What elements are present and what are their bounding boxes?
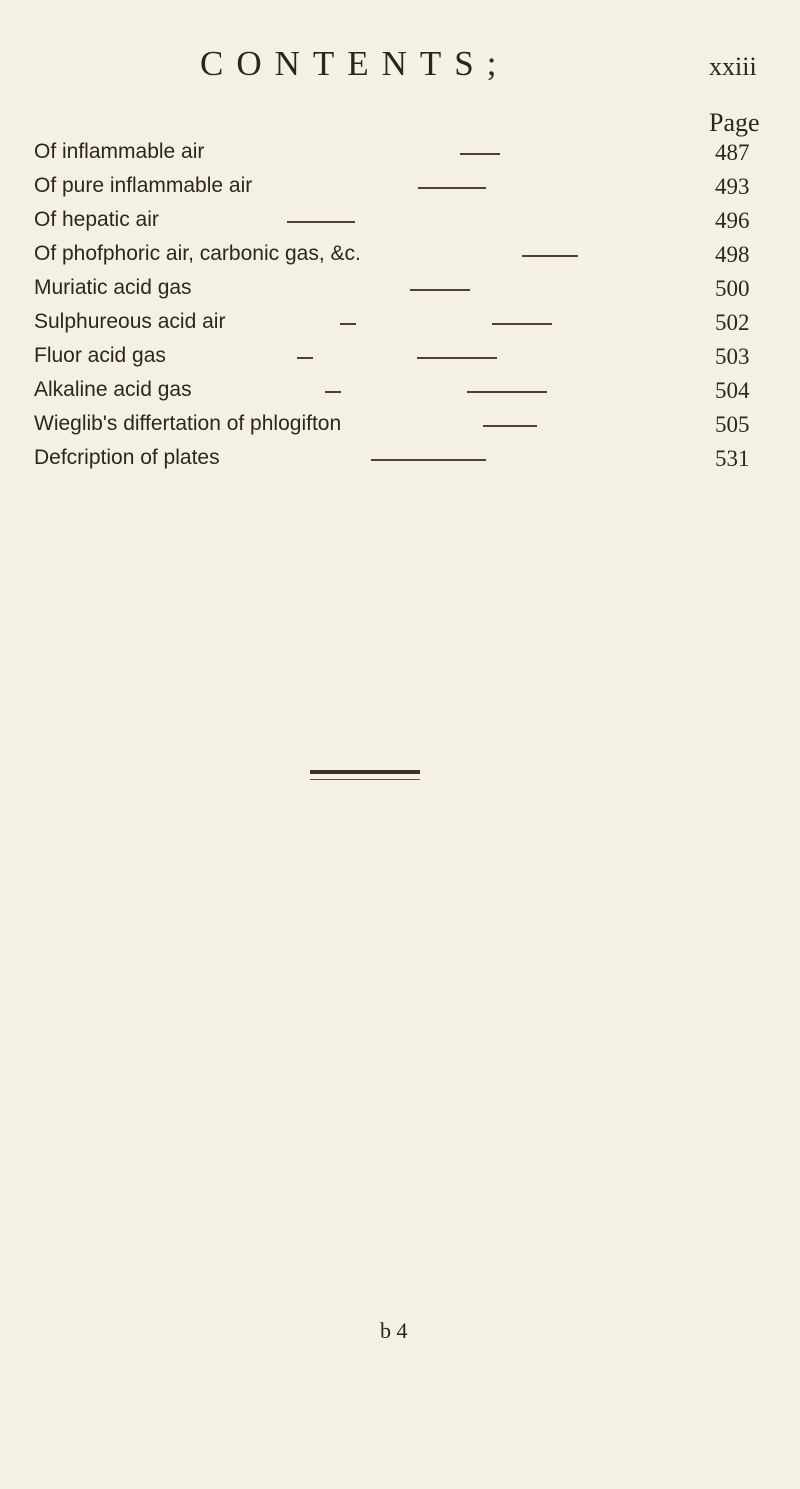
entry-page: 504 [715,378,750,403]
section-divider-thick [310,770,420,774]
contents-entry [0,174,800,210]
printer-signature-mark: b 4 [380,1318,408,1343]
page-header-number: xxiii [709,52,757,81]
leader-dash [522,255,578,257]
page-column-label: Page [709,108,760,137]
entry-page: 493 [715,174,750,199]
leader-dash [287,221,355,223]
entry-page: 502 [715,310,750,335]
page-header-title: CONTENTS; [200,44,510,83]
entry-page: 505 [715,412,750,437]
contents-entry [0,446,800,482]
entry-title: Of hepatic air [34,208,159,231]
leader-dash [410,289,470,291]
leader-dash [297,357,313,359]
entry-title: Fluor acid gas [34,344,166,367]
entry-page: 531 [715,446,750,471]
leader-dash [467,391,547,393]
contents-entry [0,344,800,380]
leader-dash [460,153,500,155]
contents-entry [0,310,800,346]
leader-dash [418,187,486,189]
contents-entry [0,378,800,414]
entry-title: Muriatic acid gas [34,276,192,299]
entry-title: Of pure inflammable air [34,174,253,197]
entry-title: Wieglib's differtation of phlogifton [34,412,342,435]
contents-entry [0,140,800,176]
entry-page: 487 [715,140,750,165]
entry-title: Sulphureous acid air [34,310,226,333]
leader-dash [325,391,341,393]
leader-dash [417,357,497,359]
entry-page: 503 [715,344,750,369]
entry-title: Of inflammable air [34,140,205,163]
contents-entry [0,242,800,278]
entry-title: Defcription of plates [34,446,220,469]
contents-entry [0,208,800,244]
leader-dash [483,425,537,427]
contents-entry [0,276,800,312]
entry-page: 498 [715,242,750,267]
entry-page: 496 [715,208,750,233]
contents-entry [0,412,800,448]
leader-dash [371,459,486,461]
leader-dash [340,323,356,325]
entry-title: Alkaline acid gas [34,378,192,401]
leader-dash [492,323,552,325]
section-divider-thin [310,779,420,780]
entry-page: 500 [715,276,750,301]
entry-title: Of phofphoric air, carbonic gas, &c. [34,242,361,265]
